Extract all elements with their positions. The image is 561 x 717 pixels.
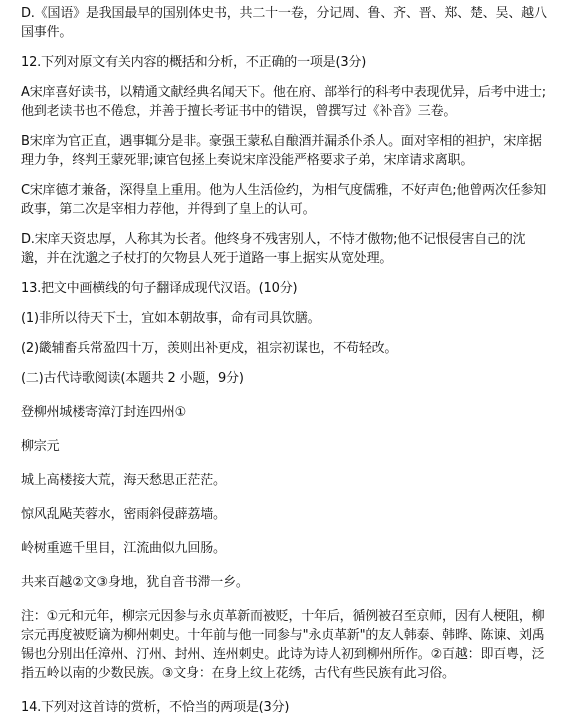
poem-line-2: 惊风乱飐芙蓉水，密雨斜侵薜荔墙。 (21, 507, 226, 522)
question-13: 13.把文中画横线的句子翻译成现代汉语。(10分) (21, 281, 298, 296)
question-14: 14.下列对这首诗的赏析，不恰当的两项是(3分) (21, 700, 290, 715)
question-13-item-2: (2)畿辅畜兵常盈四十万，羡则出补更戍，祖宗初谋也，不苟轻改。 (21, 341, 398, 356)
section-heading: (二)古代诗歌阅读(本题共 2 小题，9分) (21, 371, 244, 386)
question-12-option-d: D.宋庠天资忠厚，人称其为长者。他终身不残害别人，不恃才傲物;他不记恨侵害自己的沈邈，并在沈邈之子杖打的欠物县人死于道路一事上据实从宽处理。 (21, 232, 526, 266)
poem-author: 柳宗元 (21, 439, 60, 454)
poem-line-1: 城上高楼接大荒，海天愁思正茫茫。 (21, 473, 226, 488)
poem-notes: 注：①元和元年，柳宗元因参与永贞革新而被贬，十年后，循例被召至京师，因有人梗阻，柳宗元再度被贬谪为柳州刺史。十年前与他一同参与"永贞革新"的友人韩泰、韩晔、陈谏、刘禹锡也分别出任漳州、汀州、封州、连州刺史。此诗为诗人初到柳州所作。②百越：即百粤，泛指五岭以南的少数民族。③文身：在身上纹上花绣，古代有些民族有此习俗。 (21, 609, 545, 681)
question-13-item-1: (1)非所以待天下士，宜如本朝故事，命有司具饮膳。 (21, 311, 321, 326)
poem-line-3: 岭树重遮千里目，江流曲似九回肠。 (21, 541, 226, 556)
poem-title: 登柳州城楼寄漳汀封连四州① (21, 405, 187, 420)
poem-line-4: 共来百越②文③身地，犹自音书滞一乡。 (21, 575, 249, 590)
question-12-option-b: B宋庠为官正直，遇事辄分是非。豪强王蒙私自酿酒并漏杀仆杀人。面对宰相的袒护，宋庠据理力争，终判王蒙死罪;谏官包拯上奏说宋庠没能严格要求子弟，宋庠请求离职。 (21, 134, 542, 168)
question-12: 12.下列对原文有关内容的概括和分析，不正确的一项是(3分) (21, 55, 367, 70)
option-d-previous: D.《国语》是我国最早的国别体史书，共二十一卷，分记周、鲁、齐、晋、郑、楚、吴、越八国事件。 (21, 6, 547, 40)
question-12-option-c: C宋庠德才兼备，深得皇上重用。他为人生活俭约，为相气度儒雅，不好声色;他曾两次任参知政事，第二次是宰相力荐他，并得到了皇上的认可。 (21, 183, 547, 217)
question-12-option-a: A宋庠喜好读书，以精通文献经典名闻天下。他在府、部举行的科考中表现优异，后考中进士;他到老读书也不倦怠，并善于擅长考证书中的错误，曾撰写过《补音》三卷。 (21, 85, 546, 119)
